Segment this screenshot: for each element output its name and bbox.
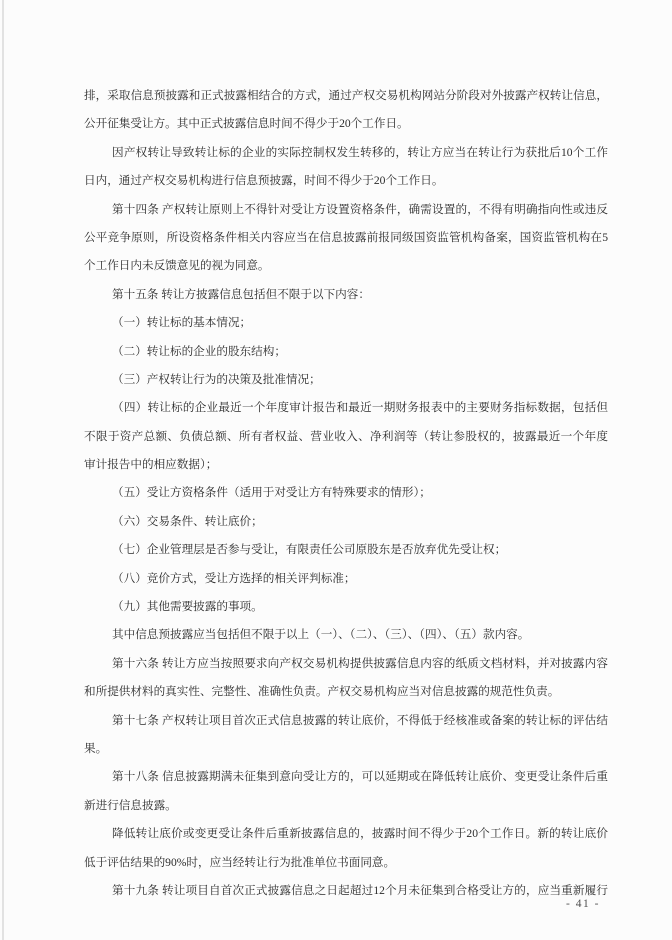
text-line: （三）产权转让行为的决策及批准情况； <box>112 372 321 386</box>
text-line: 和所提供材料的真实性、完整性、准确性负责。产权交易机构应当对信息披露的规范性负责。 <box>84 685 560 699</box>
page-number: - 41 - <box>566 898 600 910</box>
text-line: 第十七条 产权转让项目首次正式信息披露的转让底价，不得低于经核准或备案的转让标的评估结 <box>112 713 608 727</box>
text-line: 公开征集受让方。其中正式披露信息时间不得少于20个工作日。 <box>84 117 409 131</box>
text-line: （九）其他需要披露的事项。 <box>112 600 263 614</box>
text-line: 第十九条 转让项目自首次正式披露信息之日起超过12个月未征集到合格受让方的，应当重新履行 <box>112 883 608 897</box>
text-line: 降低转让底价或变更受让条件后重新披露信息的，披露时间不得少于20个工作日。新的转让底价 <box>112 827 608 841</box>
text-line: 第十八条 信息披露期满未征集到意向受让方的，可以延期或在降低转让底价、变更受让条件后重 <box>112 770 608 784</box>
text-line: 因产权转让导致转让标的企业的实际控制权发生转移的，转让方应当在转让行为获批后10个工作 <box>112 145 608 159</box>
scan-edge-line <box>2 0 4 940</box>
text-line: （一）转让标的基本情况； <box>112 316 252 330</box>
text-line: 其中信息预披露应当包括但不限于以上（一）、（二）、（三）、（四）、（五）款内容。 <box>112 628 530 642</box>
text-block <box>84 82 608 905</box>
text-line: （二）转让标的企业的股东结构； <box>112 344 286 358</box>
text-line: （四）转让标的企业最近一个年度审计报告和最近一期财务报表中的主要财务指标数据，包括但 <box>112 401 608 415</box>
text-line: 新进行信息披露。 <box>84 798 177 812</box>
text-line: 公平竞争原则，所设资格条件相关内容应当在信息披露前报同级国资监管机构备案，国资监管机构在5 <box>84 230 608 244</box>
text-line: 果。 <box>84 741 108 755</box>
text-line: 审计报告中的相应数据）； <box>84 458 218 472</box>
text-line: （七）企业管理层是否参与受让，有限责任公司原股东是否放弃优先受让权； <box>112 543 507 557</box>
text-line: 第十四条 产权转让原则上不得针对受让方设置资格条件，确需设置的，不得有明确指向性或违反 <box>112 202 608 216</box>
text-line: （八）竞价方式，受让方选择的相关评判标准； <box>112 571 356 585</box>
text-line: 日内，通过产权交易机构进行信息预披露，时间不得少于20个工作日。 <box>84 174 444 188</box>
text-line: 不限于资产总额、负债总额、所有者权益、营业收入、净利润等（转让参股权的，披露最近一个年度 <box>84 429 608 443</box>
text-line: 低于评估结果的90%时，应当经转让行为批准单位书面同意。 <box>84 855 396 869</box>
text-line: 排，采取信息预披露和正式披露相结合的方式，通过产权交易机构网站分阶段对外披露产权转让信息， <box>84 89 608 102</box>
text-line: 个工作日内未反馈意见的视为同意。 <box>84 259 270 273</box>
text-line: （五）受让方资格条件（适用于对受让方有特殊要求的情形）； <box>112 486 431 500</box>
text-line: （六）交易条件、转让底价； <box>112 514 263 528</box>
text-line: 第十五条 转让方披露信息包括但不限于以下内容： <box>112 287 370 301</box>
text-line: 第十六条 转让方应当按照要求向产权交易机构提供披露信息内容的纸质文档材料，并对披露内容 <box>112 656 608 670</box>
